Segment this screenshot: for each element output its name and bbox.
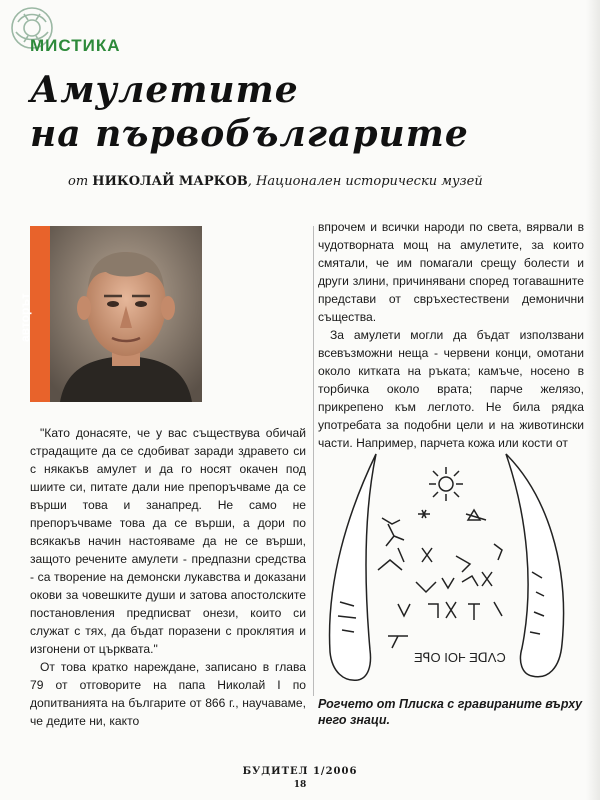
author-photo bbox=[50, 226, 202, 402]
page-number: 18 bbox=[293, 780, 307, 790]
author-portrait bbox=[18, 226, 202, 402]
left-paragraph: От това кратко нареждане, записано в глава 79 от отговорите на папа Николай I по допитванията на българите от 866 г., научаваме, че дедите ни, както bbox=[30, 660, 306, 728]
byline-prefix: от bbox=[68, 174, 89, 189]
footer-magazine: БУДИТЕЛ 1/2006 bbox=[242, 766, 358, 777]
horn-inscription: ƎꟼО IOⱵ ƎꓷɅϽ bbox=[414, 650, 506, 665]
papal-quote: "Като донасяте, че у вас съществува обичай страдащите да се сдобиват заради здравето си с някакъв амулет и да го носят окачен под шиите си, питате дали ние препоръчваме да се върши това и занапред. Не само не препоръчваме това да се върши, а дори по всякакъв начин настояваме да не се върши, защото речените амулети - предпазни средства - са творение на демонски лукавства и доказани окови за човешките души и затова апостолските постановления предписват онези, които си служат с тях, да бъдат поразени с проклятия и изгонени от църквата." bbox=[30, 426, 306, 656]
byline-affiliation: , Национален исторически музей bbox=[247, 174, 483, 189]
byline-author: НИКОЛАЙ МАРКОВ bbox=[92, 174, 248, 189]
right-column bbox=[318, 218, 584, 452]
title-line-2: на първобългарите bbox=[30, 113, 469, 155]
section-label: МИСТИКА bbox=[30, 36, 121, 55]
right-paragraph-2: За амулети могли да бъдат използвани всевъзможни неща - червени конци, омотани около китката на ръката; камъче, носено в торбичка около врата; парче желязо, прикрепено към леглото. Не била рядка употребата за подобни цели и на животински части. Например, парчета кожа или кости от bbox=[318, 328, 584, 450]
portrait-tab-label: авторът bbox=[18, 293, 32, 342]
left-column bbox=[30, 424, 306, 730]
portrait-tab bbox=[18, 226, 50, 402]
column-divider bbox=[313, 226, 314, 696]
byline bbox=[68, 174, 483, 189]
page-edge-shadow bbox=[586, 0, 600, 800]
figure-caption: Рогчето от Плиска с гравираните върху него знаци. bbox=[318, 697, 583, 727]
right-paragraph-1: впрочем и всички народи по света, вярвали в чудотворната мощ на амулетите, за които смятали, че им помагали срещу болести и други злини, причинявани според тогавашните представи от свръхестествени демонични същества. bbox=[318, 220, 584, 324]
title-line-1: Амулетите bbox=[30, 69, 299, 111]
pliska-horn-drawing bbox=[318, 452, 584, 690]
article-title bbox=[30, 68, 469, 156]
